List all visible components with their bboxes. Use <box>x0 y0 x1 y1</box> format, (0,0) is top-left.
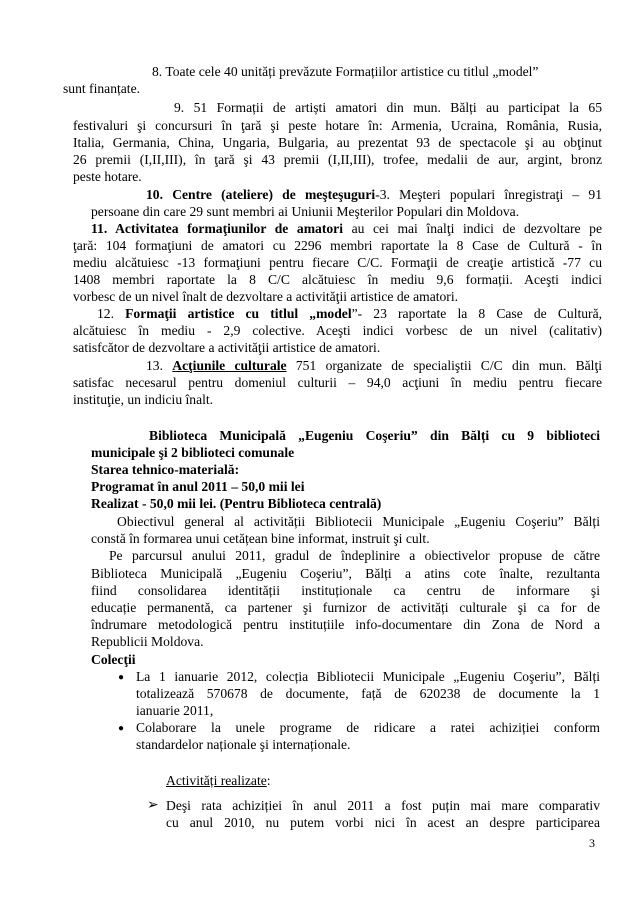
bullet-1-line-2: totalizează 570678 de documente, față de 620238 de documente la 1 <box>136 686 600 701</box>
p9-line-3: Italia, Germania, China, Ungaria, Bulgaria, au prezentat 93 de spectacole şi au obţinut <box>73 135 602 150</box>
p8-line-2: sunt finanțate. <box>63 81 141 96</box>
p9-line-5: peste hotare. <box>73 169 142 184</box>
p10-line-1 <box>146 186 602 203</box>
p11-line-3: mediu alcătuiesc -13 formaţiuni pentru fiecare C/C. Formaţii de creaţie artistică -77 cu <box>73 255 602 270</box>
p12-rest: ”- 23 raportate la 8 Case de Cultură, <box>351 306 603 321</box>
p13-line-3: instituţie, un indiciu înalt. <box>73 392 214 407</box>
arrow-bullet-icon: ➢ <box>147 798 159 813</box>
p10-bold: 10. Centre (ateliere) de meşteşuguri <box>146 187 376 202</box>
p9-line-2: festivaluri şi concursuri în ţară şi peste hotare în: Armenia, Ucraina, România, Rusia, <box>73 118 602 133</box>
library-heading-line-1: Biblioteca Municipală „Eugeniu Coşeriu” din Bălți cu 9 biblioteci <box>149 428 600 443</box>
p11-line-2: ţară: 104 formaţiuni de amatori cu 2296 membri raportate la 8 Case de Cultură - în <box>73 238 602 253</box>
bullet-icon: ● <box>118 723 125 734</box>
p11-line-5: vorbesc de un nivel înalt de dezvoltare a activităţii artistice de amatori. <box>73 289 458 304</box>
page-number: 3 <box>589 836 595 850</box>
progress-line-2: Biblioteca Municipală „Eugeniu Coşeriu”, Bălți a atins cote înalte, rezultanta <box>91 566 600 581</box>
p12-num: 12. <box>97 306 126 321</box>
bullet-icon: ● <box>118 672 125 683</box>
p8-line-1: 8. Toate cele 40 unități prevăzute Formațiilor artistice cu titlul „model” <box>152 64 539 79</box>
p9-line-4: 26 premii (I,II,III), în ţară şi 43 premii (I,II,III), trofee, medalii de aur, argint, bronz <box>73 152 602 167</box>
p13-rest: 751 organizate de specialiştii C/C din mun. Bălţi <box>286 358 602 373</box>
activity-1-line-2: cu anul 2010, nu putem vorbi nici în acest an despre participarea <box>166 815 600 830</box>
progress-line-3: fiind consolidarea identității instituționale ca centru de informare şi <box>91 583 600 598</box>
bullet-2-line-2: standardelor naționale şi internaționale. <box>136 737 351 752</box>
p10-line-2: persoane din care 29 sunt membri ai Uniunii Meşterilor Populari din Moldova. <box>91 204 520 219</box>
objective-line-1: Obiectivul general al activității Bibliotecii Municipale „Eugeniu Coşeriu” Bălți <box>117 514 600 529</box>
p12-line-1 <box>97 305 602 322</box>
library-heading-line-2: municipale şi 2 biblioteci comunale <box>91 445 295 460</box>
activity-1-line-1: Deşi rata achiziției în anul 2011 a fost puțin mai mare comparativ <box>166 798 600 813</box>
collections-heading: Colecţii <box>91 652 136 667</box>
progress-line-6: Republicii Moldova. <box>91 634 204 649</box>
progress-line-4: educație permanentă, ca partener şi furnizor de activități culturale şi ca for de <box>91 600 600 615</box>
p12-bold: Formaţii artistice cu titlul „model <box>125 306 352 321</box>
p11-line-1 <box>91 220 602 237</box>
p13-num: 13. <box>146 358 173 373</box>
p13-bold: Acţiunile culturale <box>172 358 287 373</box>
library-heading-line-4: Programat în anul 2011 – 50,0 mii lei <box>91 479 305 494</box>
p11-bold: 11. Activitatea formaţiunilor de amatori <box>91 221 343 236</box>
progress-line-5: îndrumare metodologică pentru instituțiile info-documentare din Zona de Nord a <box>91 617 600 632</box>
p11-rest: au cei mai înalţi indici de dezvoltare pe <box>342 221 602 236</box>
objective-line-2: constă în formarea unui cetățean bine informat, instruit şi cult. <box>91 531 430 546</box>
activities-heading <box>166 772 271 789</box>
p12-line-3: satisfcător de dezvoltare a activităţii artistice de amatori. <box>73 340 381 355</box>
p13-line-1 <box>146 357 602 374</box>
bullet-1-line-1: La 1 ianuarie 2012, colecția Bibliotecii Municipale „Eugeniu Coşeriu”, Bălți <box>136 669 600 684</box>
p11-line-4: 1408 membri raportate la 8 C/C alcătuiesc în mediu 9,6 formații. Aceşti indici <box>73 272 602 287</box>
activities-heading-text: Activități realizate <box>166 773 267 788</box>
bullet-2-line-1: Colaborare la unele programe de ridicare a ratei achiziției conform <box>136 720 600 735</box>
p13-line-2: satisfac necesarul pentru domeniul culturii – 94,0 acţiuni în mediu pentru fiecare <box>73 375 602 390</box>
p10-rest: -3. Meşteri populari înregistraţi – 91 <box>375 187 603 202</box>
activities-heading-colon: : <box>266 773 271 788</box>
library-heading-line-5: Realizat - 50,0 mii lei. (Pentru Biblioteca centrală) <box>91 496 382 511</box>
bullet-1-line-3: ianuarie 2011, <box>136 703 214 718</box>
library-heading-line-3: Starea tehnico-materială: <box>91 462 240 477</box>
p9-line-1: 9. 51 Formații de artiști amatori din mun. Bălți au participat la 65 <box>174 100 602 115</box>
p12-line-2: alcătuiesc în mediu - 2,9 colective. Aceşti indici vorbesc de un nivel (calitativ) <box>73 323 602 338</box>
progress-line-1: Pe parcursul anului 2011, gradul de îndeplinire a obiectivelor propuse de către <box>109 548 600 563</box>
